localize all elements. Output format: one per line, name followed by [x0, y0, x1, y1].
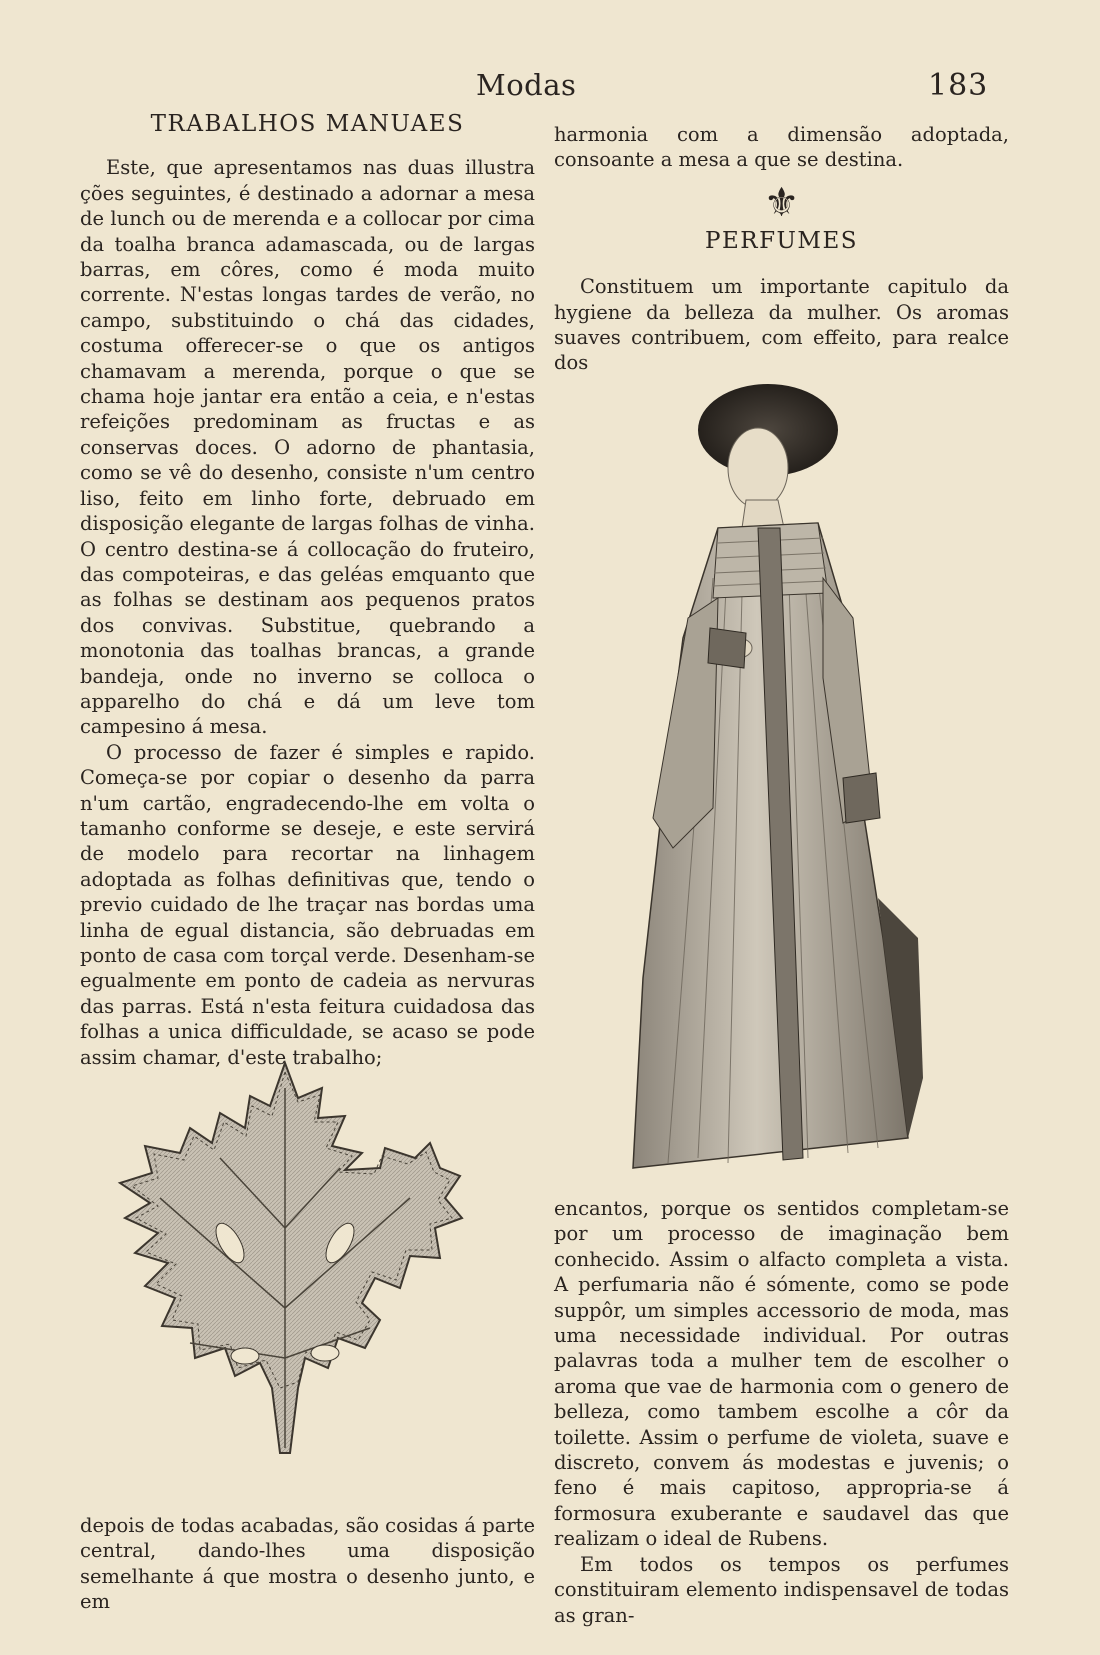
right-column-lower	[554, 1196, 1009, 1628]
vine-leaf-icon	[100, 1058, 470, 1458]
paragraph-continuation: depois de todas acabadas, são cosidas á parte central, dando-lhes uma disposição semelhante á que mostra o desenho junto, e em	[80, 1514, 536, 1614]
paragraph: encantos, porque os sentidos completam-se por um processo de imaginação bem conhecido. Assim o alfacto completa a vista. A perfumaria não é sómente, como se pode suppôr, um simples accessorio de moda, mas uma necessidade individual. Por outras palavras toda a mulher tem de escolher o aroma que vae de harmonia com o genero de belleza, como tambem escolhe a côr da toilette. Assim o perfume de violeta, suave e discreto, convem ás modestas e juvenis; o feno é mais capitoso, appropria-se á formosura exuberante e saudavel das que realizam o ideal de Rubens.	[554, 1197, 1009, 1551]
paragraph: O processo de fazer é simples e rapido. Começa-se por copiar o desenho da parra n'um cartão, engradecendo-lhe em volta o tamanho conforme se deseje, e este servirá de modelo para recortar na linhagem adoptada as folhas definitivas que, tendo o previo cuidado de lhe traçar nas bordas uma linha de egual distancia, são debruadas em ponto de casa com torçal verde. Desenham-se egualmente em ponto de cadeia as nervuras das parras. Está n'esta feitura cuidadosa das folhas a unica difficuldade, se acaso se pode assim chamar, d'este trabalho;	[80, 740, 535, 1069]
section-heading-trabalhos: TRABALHOS MANUAES	[150, 111, 465, 137]
paragraph: Este, que apresentamos nas duas illustra ções seguintes, é destinado a adornar a mesa de lunch ou de merenda e a collocar por cima da toalha branca adamascada, ou de largas barras, em côres, como é moda muito corrente. N'estas longas tardes de verão, no campo, substituindo o chá das cidades, costuma offerecer-se o que os antigos chamavam a merenda, porque o que se chama hoje jantar era então a ceia, e n'estas refeições predominam as fructas e as conservas doces. O adorno de phantasia, como se vê do desenho, consiste n'um centro liso, feito em linho forte, debruado em disposição elegante de largas folhas de vinha. O centro destina-se á collocação do fruteiro, das compoteiras, e das geléas emquanto que as folhas se destinam aos pequenos pratos dos convivas. Substitue, quebrando a monotonia das toalhas brancas, a grande bandeja, onde no inverno se colloca o apparelho do chá e dá um leve tom campesino á mesa.	[80, 156, 535, 739]
fleur-de-lis-icon: ⚜	[763, 179, 800, 226]
left-column-upper	[80, 112, 535, 1070]
vine-leaf-illustration	[100, 1058, 470, 1458]
left-column-lower	[80, 1513, 535, 1615]
page-number: 183	[928, 68, 989, 103]
right-column-upper	[554, 122, 1009, 376]
gown-illustration	[618, 378, 928, 1178]
paragraph: Constituem um importante capitulo da hygiene da belleza da mulher. Os aromas suaves contribuem, com effeito, para realce dos	[554, 275, 1009, 375]
section-heading-perfumes: PERFUMES	[704, 227, 859, 254]
woman-in-gown-icon	[618, 378, 928, 1178]
running-head: Modas	[476, 68, 577, 102]
paragraph: Em todos os tempos os perfumes constituiram elemento indispensavel de todas as gran-	[554, 1552, 1009, 1627]
paragraph-continuation: harmonia com a dimensão adoptada, consoante a mesa a que se destina.	[554, 123, 1009, 172]
